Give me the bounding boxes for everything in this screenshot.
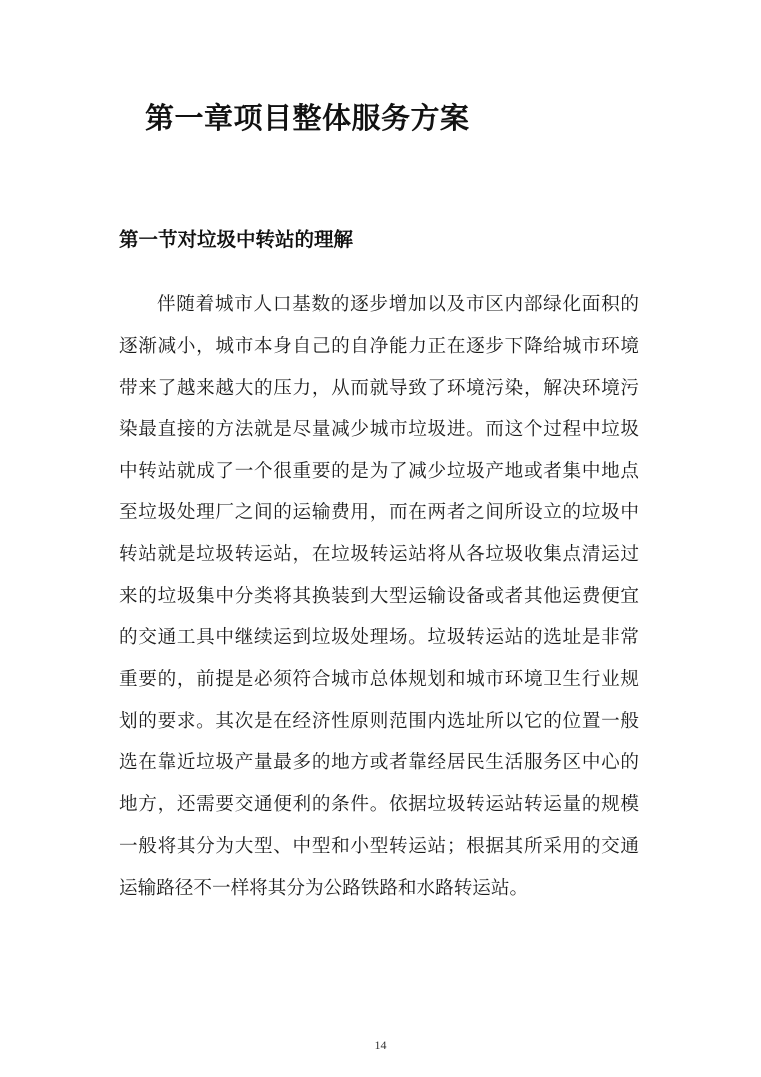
paragraph-line: 染最直接的方法就是尽量减少城市垃圾进。而这个过程中垃圾 <box>119 419 639 440</box>
paragraph-line: 中转站就成了一个很重要的是为了减少垃圾产地或者集中地点 <box>119 461 639 482</box>
paragraph-line: 一般将其分为大型、中型和小型转运站；根据其所采用的交通 <box>119 836 639 857</box>
paragraph-line: 至垃圾处理厂之间的运输费用，而在两者之间所设立的垃圾中 <box>119 502 639 523</box>
paragraph-line: 的交通工具中继续运到垃圾处理场。垃圾转运站的选址是非常 <box>119 627 639 648</box>
paragraph-line: 地方，还需要交通便利的条件。依据垃圾转运站转运量的规模 <box>119 794 639 815</box>
paragraph-line: 运输路径不一样将其分为公路铁路和水路转运站。 <box>119 878 529 899</box>
paragraph-line: 转站就是垃圾转运站，在垃圾转运站将从各垃圾收集点清运过 <box>119 544 639 565</box>
chapter-title: 第一章项目整体服务方案 <box>145 101 470 135</box>
paragraph-line: 选在靠近垃圾产量最多的地方或者靠经居民生活服务区中心的 <box>119 752 639 773</box>
paragraph-line: 带来了越来越大的压力，从而就导致了环境污染，解决环境污 <box>119 378 639 399</box>
paragraph-line: 划的要求。其次是在经济性原则范围内选址所以它的位置一般 <box>119 711 639 732</box>
paragraph-line: 伴随着城市人口基数的逐步增加以及市区内部绿化面积的 <box>157 294 639 315</box>
page-number: 14 <box>374 1038 387 1052</box>
section-title: 第一节对垃圾中转站的理解 <box>119 228 354 251</box>
paragraph-line: 来的垃圾集中分类将其换装到大型运输设备或者其他运费便宜 <box>119 586 639 607</box>
paragraph-line: 重要的，前提是必须符合城市总体规划和城市环境卫生行业规 <box>119 669 639 690</box>
paragraph-line: 逐渐减小，城市本身自己的自净能力正在逐步下降给城市环境 <box>119 336 639 357</box>
